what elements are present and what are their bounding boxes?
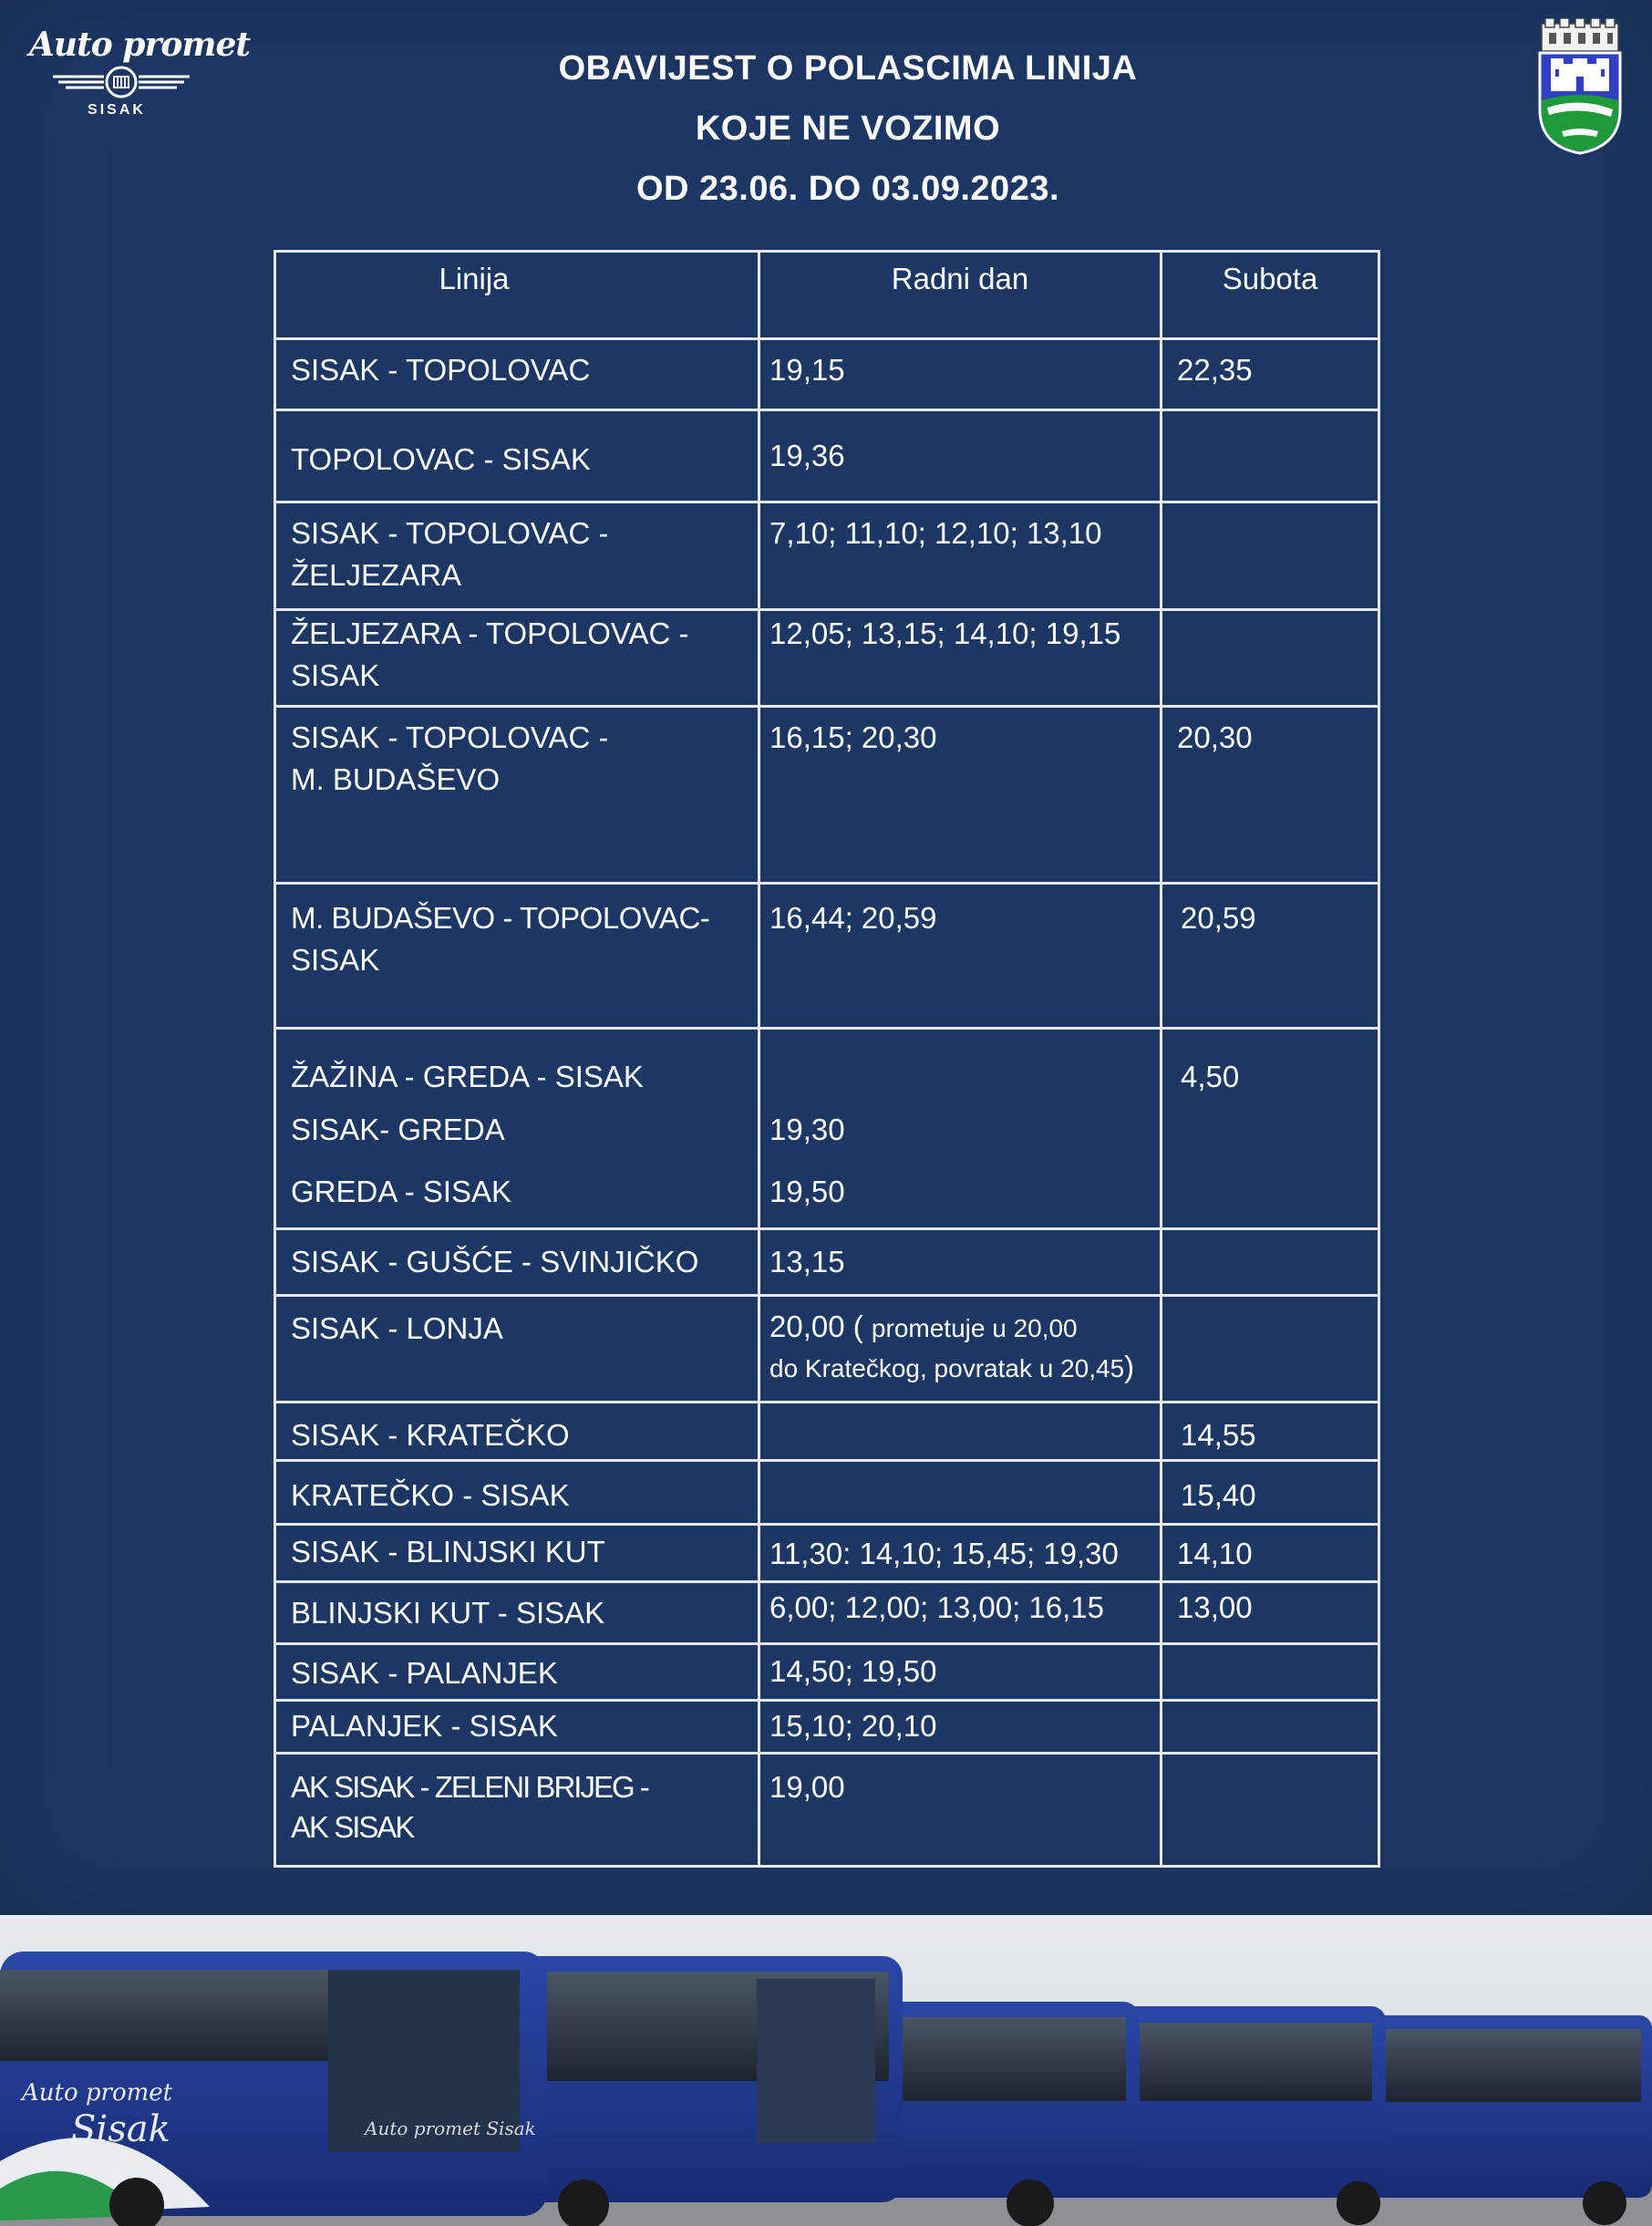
bus-lettering-city: Sisak	[71, 2108, 170, 2150]
saturday-times: 20,30	[1177, 720, 1253, 754]
table-row	[275, 410, 1379, 502]
schedule-table	[274, 250, 1380, 1868]
saturday-times: 20,59	[1181, 901, 1256, 935]
table-row	[275, 502, 1379, 610]
notice-title	[456, 38, 1240, 219]
logo-wings-icon	[44, 64, 199, 100]
saturday-cell	[1162, 339, 1379, 410]
weekday-times	[769, 1046, 1145, 1099]
weekday-times: 7,10; 11,10; 12,10; 13,10	[769, 516, 1102, 550]
weekday-times: 16,15; 20,30	[769, 720, 937, 754]
table-row	[275, 1701, 1379, 1754]
saturday-cell	[1162, 884, 1379, 1029]
weekday-note: prometuje u 20,00	[871, 1314, 1078, 1342]
route-cell	[275, 1644, 759, 1701]
route-name: KRATEČKO - SISAK	[291, 1478, 570, 1512]
weekday-times: 19,30	[769, 1113, 845, 1146]
route-name: TOPOLOVAC - SISAK	[291, 442, 591, 476]
weekday-times: 15,10; 20,10	[769, 1709, 937, 1743]
route-name: SISAK - PALANJEK	[291, 1656, 558, 1690]
saturday-cell	[1162, 1029, 1379, 1229]
table-row	[275, 339, 1379, 410]
weekday-cell	[759, 502, 1162, 610]
saturday-cell	[1162, 1229, 1379, 1296]
title-line-2: KOJE NE VOZIMO	[695, 109, 1001, 148]
route-name: SISAK - BLINJSKI KUT	[291, 1535, 605, 1569]
table-row	[275, 1029, 1379, 1229]
route-name: ŽELJEZARA	[291, 558, 462, 592]
weekday-times: 14,50; 19,50	[769, 1654, 937, 1688]
header-weekday: Radni dan	[759, 252, 1162, 339]
weekday-note: do Kratečkog, povratak u 20,45	[769, 1354, 1125, 1382]
route-cell	[275, 1403, 759, 1461]
weekday-cell	[759, 1461, 1162, 1525]
weekday-times: 11,30: 14,10; 15,45; 19,30	[769, 1537, 1119, 1570]
weekday-cell	[759, 1644, 1162, 1701]
weekday-cell	[759, 1525, 1162, 1582]
header-saturday: Subota	[1162, 252, 1379, 339]
weekday-cell	[759, 610, 1162, 707]
weekday-times: 13,15	[769, 1245, 845, 1279]
table-row	[275, 1403, 1379, 1461]
route-cell	[275, 1296, 759, 1403]
table-row	[275, 1296, 1379, 1403]
weekday-cell	[759, 1229, 1162, 1296]
table-header-row	[275, 252, 1379, 339]
table-row	[275, 884, 1379, 1029]
logo-brand-text: Auto promet	[29, 26, 251, 64]
saturday-cell	[1162, 1461, 1379, 1525]
route-name: SISAK - LONJA	[291, 1311, 503, 1345]
weekday-cell	[759, 884, 1162, 1029]
table-row	[275, 707, 1379, 884]
table-row	[275, 1644, 1379, 1701]
weekday-cell	[759, 1701, 1162, 1754]
route-name: SISAK - GUŠĆE - SVINJIČKO	[291, 1245, 699, 1279]
saturday-times: 22,35	[1177, 353, 1253, 387]
route-cell	[275, 1461, 759, 1525]
saturday-cell	[1162, 610, 1379, 707]
route-cell	[275, 410, 759, 502]
title-line-1: OBAVIJEST O POLASCIMA LINIJA	[558, 49, 1138, 88]
route-cell	[275, 610, 759, 707]
weekday-cell	[759, 1582, 1162, 1644]
weekday-cell	[759, 339, 1162, 410]
saturday-cell	[1162, 1582, 1379, 1644]
table-row	[275, 1229, 1379, 1296]
weekday-times: 19,00	[769, 1770, 845, 1804]
saturday-cell	[1162, 1403, 1379, 1461]
weekday-cell	[759, 410, 1162, 502]
route-name: AK SISAK - ZELENI BRIJEG -	[291, 1770, 648, 1804]
sisak-coat-of-arms	[1534, 18, 1626, 155]
saturday-cell	[1162, 1644, 1379, 1701]
saturday-cell	[1162, 502, 1379, 610]
saturday-times: 13,00	[1177, 1590, 1253, 1624]
route-name: SISAK - TOPOLOVAC -	[291, 720, 609, 754]
weekday-times: 16,44; 20,59	[769, 901, 937, 935]
route-cell	[275, 502, 759, 610]
weekday-times: 12,05; 13,15; 14,10; 19,15	[769, 616, 1121, 650]
weekday-note-close: )	[1124, 1350, 1135, 1383]
route-cell	[275, 1701, 759, 1754]
route-name: ŽAŽINA - GREDA - SISAK	[291, 1060, 644, 1093]
title-line-3: OD 23.06. DO 03.09.2023.	[635, 170, 1060, 208]
route-name: SISAK	[291, 943, 380, 977]
route-cell	[275, 1029, 759, 1229]
route-name: SISAK	[291, 658, 380, 692]
saturday-cell	[1162, 410, 1379, 502]
bus-front-lettering: Auto promet Sisak	[365, 2117, 536, 2139]
saturday-times: 4,50	[1181, 1060, 1240, 1093]
saturday-cell	[1162, 707, 1379, 884]
saturday-cell	[1162, 1525, 1379, 1582]
weekday-times: 19,36	[769, 439, 845, 472]
header-line: Linija	[275, 252, 759, 339]
weekday-times: 19,50	[769, 1175, 845, 1208]
table-row	[275, 1525, 1379, 1582]
route-name: SISAK - TOPOLOVAC	[291, 353, 591, 387]
route-cell	[275, 1582, 759, 1644]
route-cell	[275, 707, 759, 884]
weekday-cell	[759, 707, 1162, 884]
route-cell	[275, 339, 759, 410]
route-name: GREDA - SISAK	[291, 1175, 512, 1208]
bus-fleet-photo	[0, 1915, 1652, 2226]
logo-city-text: SISAK	[88, 102, 146, 118]
auto-promet-logo	[26, 26, 251, 126]
weekday-cell	[759, 1296, 1162, 1403]
route-name: SISAK - KRATEČKO	[291, 1418, 570, 1452]
table-row	[275, 1754, 1379, 1867]
route-name: SISAK- GREDA	[291, 1113, 505, 1146]
route-name: BLINJSKI KUT - SISAK	[291, 1596, 605, 1630]
saturday-times: 15,40	[1181, 1478, 1256, 1512]
table-row	[275, 1461, 1379, 1525]
saturday-cell	[1162, 1754, 1379, 1867]
saturday-cell	[1162, 1296, 1379, 1403]
route-name: AK SISAK	[291, 1810, 414, 1844]
route-name: M. BUDAŠEVO - TOPOLOVAC-	[291, 901, 710, 935]
weekday-cell	[759, 1403, 1162, 1461]
bus-lettering-brand: Auto promet	[22, 2079, 173, 2107]
saturday-times: 14,10	[1177, 1537, 1253, 1570]
route-name: M. BUDAŠEVO	[291, 762, 501, 796]
saturday-cell	[1162, 1701, 1379, 1754]
route-name: SISAK - TOPOLOVAC -	[291, 516, 609, 550]
table-row	[275, 610, 1379, 707]
weekday-times: 20,00 (	[769, 1310, 863, 1343]
route-cell	[275, 1229, 759, 1296]
weekday-times: 6,00; 12,00; 13,00; 16,15	[769, 1590, 1104, 1624]
route-cell	[275, 1525, 759, 1582]
weekday-cell	[759, 1754, 1162, 1867]
route-name: ŽELJEZARA - TOPOLOVAC -	[291, 616, 689, 650]
table-row	[275, 1582, 1379, 1644]
weekday-times: 19,15	[769, 353, 845, 387]
route-name: PALANJEK - SISAK	[291, 1709, 558, 1743]
route-cell	[275, 1754, 759, 1867]
route-cell	[275, 884, 759, 1029]
saturday-times: 14,55	[1181, 1418, 1256, 1452]
weekday-cell	[759, 1029, 1162, 1229]
